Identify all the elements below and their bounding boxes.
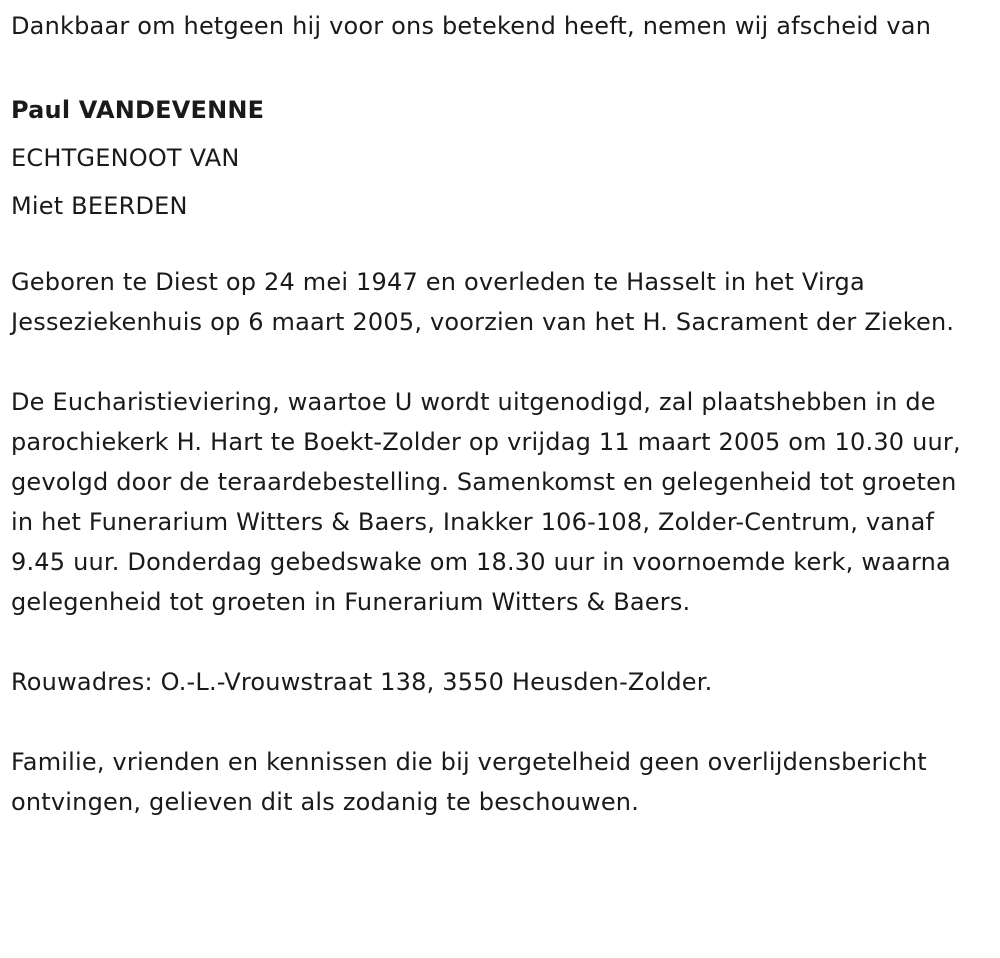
spouse-name: Miet BEERDEN <box>11 192 188 220</box>
family-notice: Familie, vrienden en kennissen die bij vergetelheid geen overlijdensbericht ontvingen, gelieven dit als zodanig te beschouwen. <box>11 748 927 816</box>
birth-death-text: Geboren te Diest op 24 mei 1947 en overleden te Hasselt in het Virga Jesseziekenhuis op 6 maart 2005, voorzien van het H. Sacrament der Zieken. <box>11 268 955 336</box>
deceased-name: Paul VANDEVENNE <box>11 96 265 124</box>
intro-text: Dankbaar om hetgeen hij voor ons betekend heeft, nemen wij afscheid van <box>11 12 932 40</box>
mourning-address: Rouwadres: O.-L.-Vrouwstraat 138, 3550 Heusden-Zolder. <box>11 668 713 696</box>
obituary-document <box>11 6 986 822</box>
ceremony-text: De Eucharistieviering, waartoe U wordt uitgenodigd, zal plaatshebben in de parochiekerk H. Hart te Boekt-Zolder op vrijdag 11 maart 2005 om 10.30 uur, gevolgd door de teraardebestelling. Samenkomst en gelegenheid tot groeten in het Funerarium Witters & Baers, Inakker 106-108, Zolder-Centrum, vanaf 9.45 uur. Donderdag gebedswake om 18.30 uur in voornoemde kerk, waarna gelegenheid tot groeten in Funerarium Witters & Baers. <box>11 388 961 616</box>
relation-label: ECHTGENOOT VAN <box>11 144 240 172</box>
